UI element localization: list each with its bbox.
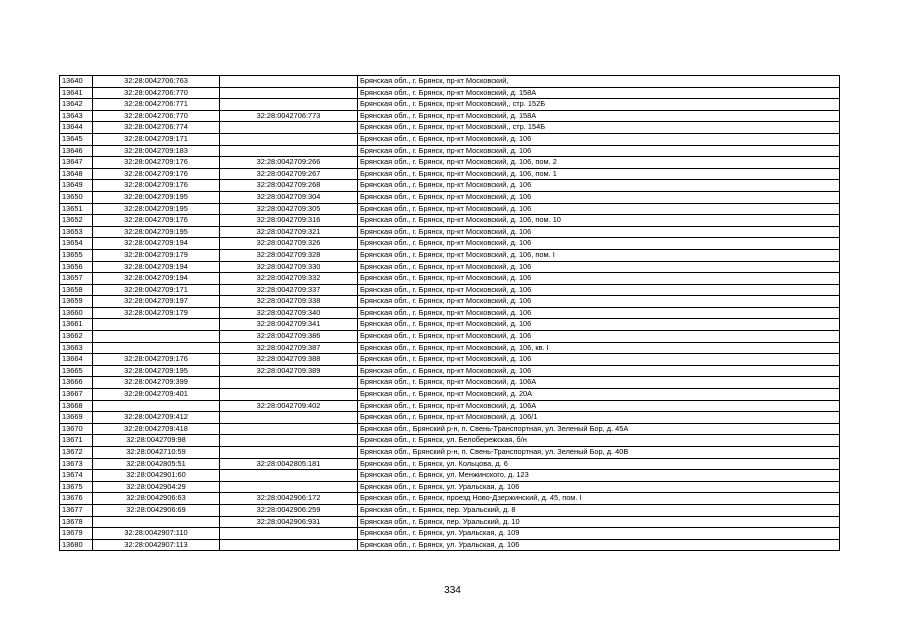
object-cadastral-number-cell: [220, 389, 358, 401]
row-number-cell: 13646: [60, 145, 93, 157]
object-cadastral-number-cell: [220, 99, 358, 111]
object-cadastral-number-cell: 32:28:0042709:328: [220, 249, 358, 261]
cadastral-number-cell: 32:28:0042709:194: [93, 238, 220, 250]
cadastral-number-cell: 32:28:0042709:176: [93, 157, 220, 169]
object-cadastral-number-cell: 32:28:0042906:259: [220, 504, 358, 516]
cadastral-number-cell: 32:28:0042709:197: [93, 296, 220, 308]
object-cadastral-number-cell: 32:28:0042709:341: [220, 319, 358, 331]
object-cadastral-number-cell: 32:28:0042709:326: [220, 238, 358, 250]
row-number-cell: 13662: [60, 331, 93, 343]
address-cell: Брянская обл., г. Брянск, пр-кт Московский,: [358, 76, 840, 88]
object-cadastral-number-cell: [220, 133, 358, 145]
address-cell: Брянская обл., г. Брянск, пр-кт Московский,, стр. 152Б: [358, 99, 840, 111]
row-number-cell: 13665: [60, 365, 93, 377]
address-cell: Брянская обл., г. Брянск, пр-кт Московский, д. 106: [358, 331, 840, 343]
table-row: [60, 412, 840, 424]
address-cell: Брянская обл., г. Брянск, пр-кт Московский, д. 106: [358, 145, 840, 157]
object-cadastral-number-cell: 32:28:0042709:387: [220, 342, 358, 354]
cadastral-number-cell: 32:28:0042710:59: [93, 447, 220, 459]
object-cadastral-number-cell: 32:28:0042805:181: [220, 458, 358, 470]
row-number-cell: 13645: [60, 133, 93, 145]
address-cell: Брянская обл., г. Брянск, пр-кт Московский, д. 106, пом. 2: [358, 157, 840, 169]
cadastral-number-cell: 32:28:0042709:195: [93, 226, 220, 238]
cadastral-number-cell: 32:28:0042906:69: [93, 504, 220, 516]
object-cadastral-number-cell: [220, 145, 358, 157]
row-number-cell: 13656: [60, 261, 93, 273]
object-cadastral-number-cell: 32:28:0042706:773: [220, 110, 358, 122]
address-cell: Брянская обл., г. Брянск, пр-кт Московский, д. 106: [358, 296, 840, 308]
row-number-cell: 13674: [60, 470, 93, 482]
object-cadastral-number-cell: [220, 470, 358, 482]
address-cell: Брянская обл., г. Брянск, пр-кт Московский, д. 106, кв. I: [358, 342, 840, 354]
row-number-cell: 13673: [60, 458, 93, 470]
cadastral-number-cell: 32:28:0042709:399: [93, 377, 220, 389]
cadastral-number-cell: 32:28:0042709:195: [93, 365, 220, 377]
row-number-cell: 13672: [60, 447, 93, 459]
address-cell: Брянская обл., г. Брянск, пр-кт Московский, д. 158А: [358, 110, 840, 122]
cadastral-number-cell: 32:28:0042709:195: [93, 191, 220, 203]
address-cell: Брянская обл., г. Брянск, пр-кт Московский, д. 106: [358, 354, 840, 366]
address-cell: Брянская обл., г. Брянск, пр-кт Московский, д. 20А: [358, 389, 840, 401]
row-number-cell: 13659: [60, 296, 93, 308]
table-row: [60, 319, 840, 331]
row-number-cell: 13651: [60, 203, 93, 215]
table-row: [60, 203, 840, 215]
cadastral-number-cell: [93, 516, 220, 528]
address-cell: Брянская обл., г. Брянск, пр-кт Московский, д. 106: [358, 238, 840, 250]
row-number-cell: 13640: [60, 76, 93, 88]
object-cadastral-number-cell: 32:28:0042709:337: [220, 284, 358, 296]
address-cell: Брянская обл., г. Брянск, ул. Менжинского, д. 123: [358, 470, 840, 482]
row-number-cell: 13647: [60, 157, 93, 169]
cadastral-number-cell: 32:28:0042706:770: [93, 87, 220, 99]
object-cadastral-number-cell: 32:28:0042709:389: [220, 365, 358, 377]
address-cell: Брянская обл., г. Брянск, ул. Уральская, д. 106: [358, 481, 840, 493]
object-cadastral-number-cell: 32:28:0042906:931: [220, 516, 358, 528]
cadastral-number-cell: 32:28:0042907:110: [93, 528, 220, 540]
page-number: 334: [444, 585, 461, 596]
cadastral-number-cell: 32:28:0042709:98: [93, 435, 220, 447]
cadastral-number-cell: [93, 331, 220, 343]
table-row: [60, 528, 840, 540]
address-cell: Брянская обл., г. Брянск, пр-кт Московский, д. 106: [358, 133, 840, 145]
row-number-cell: 13654: [60, 238, 93, 250]
table-row: [60, 238, 840, 250]
row-number-cell: 13655: [60, 249, 93, 261]
row-number-cell: 13644: [60, 122, 93, 134]
object-cadastral-number-cell: 32:28:0042906:172: [220, 493, 358, 505]
object-cadastral-number-cell: 32:28:0042709:304: [220, 191, 358, 203]
cadastral-number-cell: 32:28:0042805:51: [93, 458, 220, 470]
cadastral-number-cell: 32:28:0042709:412: [93, 412, 220, 424]
table-row: [60, 273, 840, 285]
table-row: [60, 400, 840, 412]
object-cadastral-number-cell: [220, 528, 358, 540]
address-cell: Брянская обл., г. Брянск, пр-кт Московский, д. 106: [358, 307, 840, 319]
table-row: [60, 470, 840, 482]
row-number-cell: 13669: [60, 412, 93, 424]
registry-table-container: [59, 75, 839, 551]
address-cell: Брянская обл., г. Брянск, пр-кт Московский, д. 106/1: [358, 412, 840, 424]
row-number-cell: 13658: [60, 284, 93, 296]
cadastral-number-cell: 32:28:0042709:195: [93, 203, 220, 215]
row-number-cell: 13652: [60, 215, 93, 227]
object-cadastral-number-cell: [220, 539, 358, 551]
cadastral-number-cell: 32:28:0042709:171: [93, 284, 220, 296]
table-row: [60, 226, 840, 238]
address-cell: Брянская обл., Брянский р-н, п. Свень-Транспортная, ул. Зеленый Бор, д. 45А: [358, 423, 840, 435]
object-cadastral-number-cell: 32:28:0042709:332: [220, 273, 358, 285]
object-cadastral-number-cell: 32:28:0042709:388: [220, 354, 358, 366]
address-cell: Брянская обл., г. Брянск, пр-кт Московский, д. 106: [358, 191, 840, 203]
table-row: [60, 180, 840, 192]
table-row: [60, 377, 840, 389]
address-cell: Брянская обл., г. Брянск, ул. Уральская, д. 109: [358, 528, 840, 540]
object-cadastral-number-cell: [220, 76, 358, 88]
object-cadastral-number-cell: 32:28:0042709:338: [220, 296, 358, 308]
object-cadastral-number-cell: 32:28:0042709:268: [220, 180, 358, 192]
row-number-cell: 13667: [60, 389, 93, 401]
address-cell: Брянская обл., г. Брянск, пр-кт Московский, д. 106: [358, 319, 840, 331]
table-row: [60, 516, 840, 528]
table-row: [60, 423, 840, 435]
table-row: [60, 504, 840, 516]
table-row: [60, 145, 840, 157]
table-row: [60, 76, 840, 88]
table-row: [60, 261, 840, 273]
table-row: [60, 249, 840, 261]
table-row: [60, 354, 840, 366]
row-number-cell: 13643: [60, 110, 93, 122]
cadastral-number-cell: 32:28:0042709:176: [93, 215, 220, 227]
table-row: [60, 99, 840, 111]
object-cadastral-number-cell: [220, 87, 358, 99]
table-row: [60, 133, 840, 145]
cadastral-number-cell: 32:28:0042709:194: [93, 273, 220, 285]
cadastral-number-cell: 32:28:0042709:176: [93, 354, 220, 366]
cadastral-number-cell: 32:28:0042709:194: [93, 261, 220, 273]
row-number-cell: 13649: [60, 180, 93, 192]
cadastral-number-cell: 32:28:0042904:29: [93, 481, 220, 493]
cadastral-number-cell: 32:28:0042706:763: [93, 76, 220, 88]
cadastral-number-cell: [93, 400, 220, 412]
cadastral-number-cell: [93, 342, 220, 354]
row-number-cell: 13671: [60, 435, 93, 447]
object-cadastral-number-cell: [220, 423, 358, 435]
address-cell: Брянская обл., г. Брянск, пер. Уральский, д. 10: [358, 516, 840, 528]
row-number-cell: 13680: [60, 539, 93, 551]
address-cell: Брянская обл., Брянский р-н, п. Свень-Транспортная, ул. Зеленый Бор, д. 40В: [358, 447, 840, 459]
row-number-cell: 13650: [60, 191, 93, 203]
table-row: [60, 481, 840, 493]
table-row: [60, 87, 840, 99]
row-number-cell: 13676: [60, 493, 93, 505]
cadastral-number-cell: 32:28:0042709:176: [93, 180, 220, 192]
table-row: [60, 284, 840, 296]
table-row: [60, 296, 840, 308]
address-cell: Брянская обл., г. Брянск, пр-кт Московский, д. 106: [358, 180, 840, 192]
cadastral-number-cell: [93, 319, 220, 331]
table-row: [60, 168, 840, 180]
object-cadastral-number-cell: [220, 412, 358, 424]
row-number-cell: 13668: [60, 400, 93, 412]
row-number-cell: 13641: [60, 87, 93, 99]
address-cell: Брянская обл., г. Брянск, пр-кт Московский, д. 106, пом. I: [358, 249, 840, 261]
cadastral-number-cell: 32:28:0042709:183: [93, 145, 220, 157]
row-number-cell: 13657: [60, 273, 93, 285]
address-cell: Брянская обл., г. Брянск, проезд Ново-Дзержинский, д. 45, пом. I: [358, 493, 840, 505]
object-cadastral-number-cell: 32:28:0042709:402: [220, 400, 358, 412]
table-row: [60, 215, 840, 227]
registry-table: [59, 75, 840, 551]
address-cell: Брянская обл., г. Брянск, пер. Уральский, д. 8: [358, 504, 840, 516]
object-cadastral-number-cell: 32:28:0042709:305: [220, 203, 358, 215]
cadastral-number-cell: 32:28:0042706:770: [93, 110, 220, 122]
table-row: [60, 389, 840, 401]
address-cell: Брянская обл., г. Брянск, пр-кт Московский, д. 106: [358, 284, 840, 296]
object-cadastral-number-cell: 32:28:0042709:266: [220, 157, 358, 169]
table-row: [60, 493, 840, 505]
row-number-cell: 13653: [60, 226, 93, 238]
cadastral-number-cell: 32:28:0042709:179: [93, 307, 220, 319]
row-number-cell: 13677: [60, 504, 93, 516]
object-cadastral-number-cell: [220, 377, 358, 389]
object-cadastral-number-cell: [220, 447, 358, 459]
row-number-cell: 13648: [60, 168, 93, 180]
address-cell: Брянская обл., г. Брянск, пр-кт Московский, д. 106А: [358, 377, 840, 389]
address-cell: Брянская обл., г. Брянск, ул. Белобережская, б/н: [358, 435, 840, 447]
address-cell: Брянская обл., г. Брянск, пр-кт Московский, д. 106: [358, 203, 840, 215]
table-row: [60, 157, 840, 169]
row-number-cell: 13663: [60, 342, 93, 354]
row-number-cell: 13679: [60, 528, 93, 540]
row-number-cell: 13670: [60, 423, 93, 435]
cadastral-number-cell: 32:28:0042709:401: [93, 389, 220, 401]
cadastral-number-cell: 32:28:0042709:418: [93, 423, 220, 435]
object-cadastral-number-cell: 32:28:0042709:316: [220, 215, 358, 227]
table-row: [60, 458, 840, 470]
object-cadastral-number-cell: 32:28:0042709:386: [220, 331, 358, 343]
cadastral-number-cell: 32:28:0042906:63: [93, 493, 220, 505]
row-number-cell: 13642: [60, 99, 93, 111]
cadastral-number-cell: 32:28:0042706:771: [93, 99, 220, 111]
object-cadastral-number-cell: 32:28:0042709:330: [220, 261, 358, 273]
table-row: [60, 447, 840, 459]
address-cell: Брянская обл., г. Брянск, ул. Уральская, д. 106: [358, 539, 840, 551]
object-cadastral-number-cell: 32:28:0042709:321: [220, 226, 358, 238]
object-cadastral-number-cell: [220, 435, 358, 447]
address-cell: Брянская обл., г. Брянск, пр-кт Московский, д. 106, пом. 1: [358, 168, 840, 180]
address-cell: Брянская обл., г. Брянск, пр-кт Московский, д. 158А: [358, 87, 840, 99]
row-number-cell: 13675: [60, 481, 93, 493]
cadastral-number-cell: 32:28:0042709:176: [93, 168, 220, 180]
cadastral-number-cell: 32:28:0042901:60: [93, 470, 220, 482]
cadastral-number-cell: 32:28:0042706:774: [93, 122, 220, 134]
table-row: [60, 122, 840, 134]
object-cadastral-number-cell: 32:28:0042709:267: [220, 168, 358, 180]
table-row: [60, 110, 840, 122]
object-cadastral-number-cell: [220, 122, 358, 134]
table-row: [60, 331, 840, 343]
object-cadastral-number-cell: 32:28:0042709:340: [220, 307, 358, 319]
cadastral-number-cell: 32:28:0042907:113: [93, 539, 220, 551]
table-row: [60, 307, 840, 319]
table-row: [60, 191, 840, 203]
table-row: [60, 342, 840, 354]
row-number-cell: 13666: [60, 377, 93, 389]
address-cell: Брянская обл., г. Брянск, пр-кт Московский, д. 106: [358, 365, 840, 377]
address-cell: Брянская обл., г. Брянск, пр-кт Московский, д. 106, пом. 10: [358, 215, 840, 227]
address-cell: Брянская обл., г. Брянск, пр-кт Московский, д. 106: [358, 261, 840, 273]
address-cell: Брянская обл., г. Брянск, пр-кт Московский,, стр. 154Б: [358, 122, 840, 134]
cadastral-number-cell: 32:28:0042709:179: [93, 249, 220, 261]
table-row: [60, 365, 840, 377]
row-number-cell: 13678: [60, 516, 93, 528]
cadastral-number-cell: 32:28:0042709:171: [93, 133, 220, 145]
registry-table-body: [60, 76, 840, 551]
row-number-cell: 13660: [60, 307, 93, 319]
address-cell: Брянская обл., г. Брянск, ул. Кольцова, д. 6: [358, 458, 840, 470]
address-cell: Брянская обл., г. Брянск, пр-кт Московский, д. 106: [358, 226, 840, 238]
table-row: [60, 435, 840, 447]
address-cell: Брянская обл., г. Брянск, пр-кт Московский, д. 106А: [358, 400, 840, 412]
object-cadastral-number-cell: [220, 481, 358, 493]
table-row: [60, 539, 840, 551]
address-cell: Брянская обл., г. Брянск, пр-кт Московский, д. 106: [358, 273, 840, 285]
row-number-cell: 13661: [60, 319, 93, 331]
row-number-cell: 13664: [60, 354, 93, 366]
